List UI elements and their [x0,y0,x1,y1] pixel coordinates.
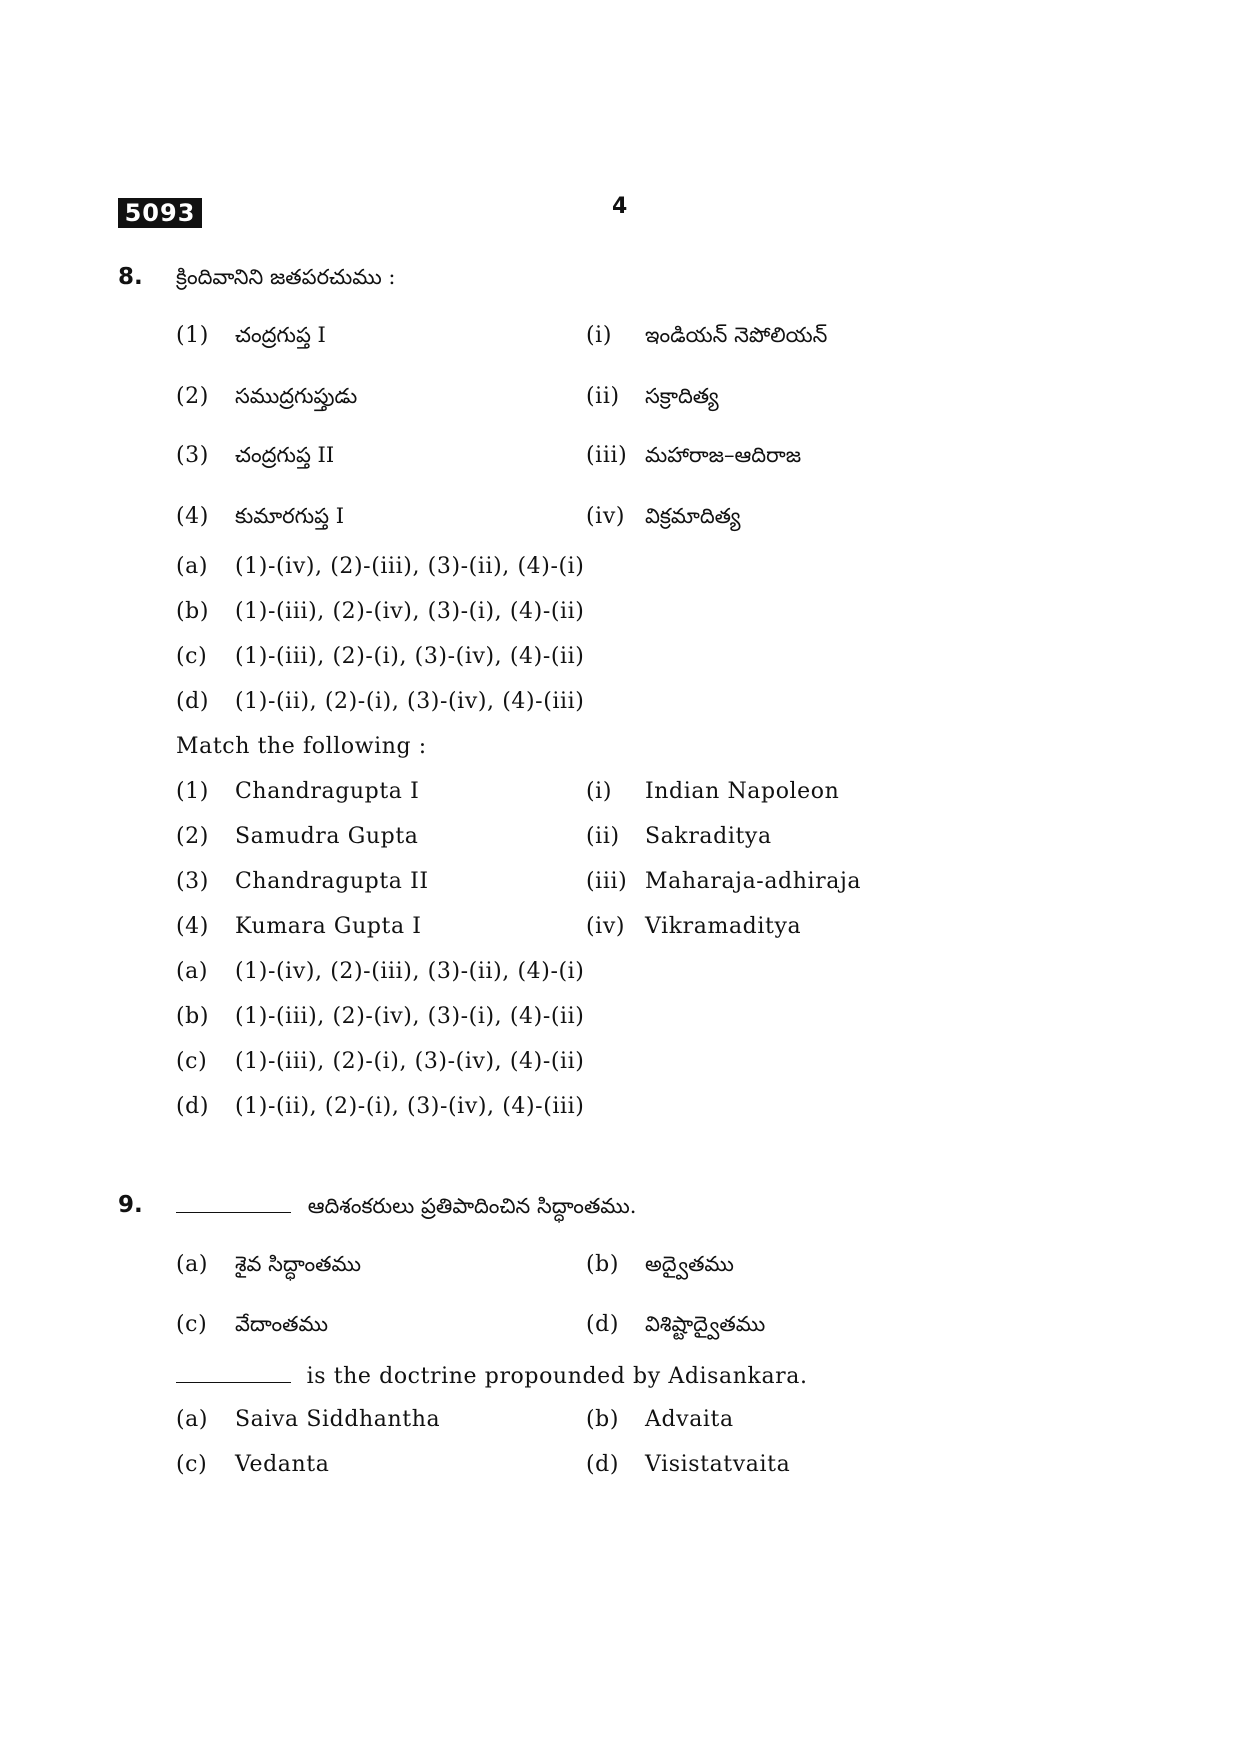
option-key: (a) [176,1407,209,1432]
option-text: (1)-(iii), (2)-(i), (3)-(iv), (4)-(ii) [235,1049,585,1074]
page-number: 4 [612,194,628,219]
option-text: (1)-(iii), (2)-(iv), (3)-(i), (4)-(ii) [235,599,585,624]
left-item-text: Kumara Gupta I [235,914,422,939]
right-item-key: (iv) [586,914,626,939]
option-text: Vedanta [235,1452,330,1477]
right-item-text: Vikramaditya [645,914,802,939]
right-item-text: మహారాజ–ఆదిరాజ [645,443,802,467]
option-text: విశిష్టాద్వైతము [645,1312,766,1336]
option-key: (d) [586,1452,620,1477]
right-item-text: ఇండియన్ నెపోలియన్ [645,323,828,347]
left-item-key: (3) [176,443,209,468]
option-text: (1)-(iii), (2)-(iv), (3)-(i), (4)-(ii) [235,1004,585,1029]
left-item-text: Chandragupta II [235,869,429,894]
option-key: (a) [176,1252,209,1277]
option-key: (a) [176,554,209,579]
answer-blank [176,1362,291,1383]
left-item-key: (3) [176,869,209,894]
option-key: (c) [176,1312,208,1337]
question-prompt-english [176,1362,808,1389]
option-key: (b) [586,1407,620,1432]
right-item-key: (ii) [586,824,620,849]
option-key: (a) [176,959,209,984]
right-item-key: (ii) [586,384,620,409]
question-prompt-english: Match the following : [176,734,427,759]
option-text: అద్వైతము [645,1252,734,1276]
left-item-text: Samudra Gupta [235,824,419,849]
prompt-text: is the doctrine propounded by Adisankara. [306,1364,808,1389]
right-item-key: (i) [586,779,613,804]
left-item-key: (2) [176,824,209,849]
option-key: (b) [586,1252,620,1277]
left-item-text: సముద్రగుప్తుడు [235,384,358,408]
left-item-key: (2) [176,384,209,409]
left-item-text: చంద్రగుప్త I [235,323,326,347]
right-item-text: సక్రాదిత్య [645,384,719,408]
paper-code-badge: 5093 [118,198,202,228]
option-key: (c) [176,644,208,669]
right-item-text: Sakraditya [645,824,772,849]
right-item-text: Maharaja-adhiraja [645,869,862,894]
left-item-key: (4) [176,914,209,939]
answer-blank [176,1192,291,1213]
option-key: (c) [176,1049,208,1074]
option-key: (c) [176,1452,208,1477]
option-text: Saiva Siddhantha [235,1407,441,1432]
option-key: (b) [176,1004,210,1029]
left-item-key: (4) [176,504,209,529]
left-item-key: (1) [176,323,209,348]
left-item-text: చంద్రగుప్త II [235,443,335,467]
right-item-key: (iv) [586,504,626,529]
question-number: 8. [118,264,143,290]
option-key: (d) [586,1312,620,1337]
option-text: Visistatvaita [645,1452,791,1477]
question-prompt-telugu [176,1192,636,1224]
option-text: వేదాంతము [235,1312,329,1336]
option-text: (1)-(iv), (2)-(iii), (3)-(ii), (4)-(i) [235,959,585,984]
option-text: (1)-(iv), (2)-(iii), (3)-(ii), (4)-(i) [235,554,585,579]
option-text: (1)-(ii), (2)-(i), (3)-(iv), (4)-(iii) [235,689,585,714]
right-item-text: విక్రమాదిత్య [645,504,741,528]
option-key: (d) [176,689,210,714]
left-item-key: (1) [176,779,209,804]
question-prompt-telugu: క్రిందివానిని జతపరచుము : [176,265,396,289]
right-item-text: Indian Napoleon [645,779,840,804]
option-text: (1)-(ii), (2)-(i), (3)-(iv), (4)-(iii) [235,1094,585,1119]
option-key: (b) [176,599,210,624]
prompt-text: ఆదిశంకరులు ప్రతిపాదించిన సిద్ధాంతము. [307,1194,637,1218]
right-item-key: (iii) [586,443,628,468]
option-text: (1)-(iii), (2)-(i), (3)-(iv), (4)-(ii) [235,644,585,669]
right-item-key: (i) [586,323,613,348]
option-text: శైవ సిద్ధాంతము [235,1252,361,1276]
option-key: (d) [176,1094,210,1119]
question-number: 9. [118,1192,143,1218]
left-item-text: Chandragupta I [235,779,420,804]
left-item-text: కుమారగుప్త I [235,504,345,528]
right-item-key: (iii) [586,869,628,894]
option-text: Advaita [645,1407,734,1432]
